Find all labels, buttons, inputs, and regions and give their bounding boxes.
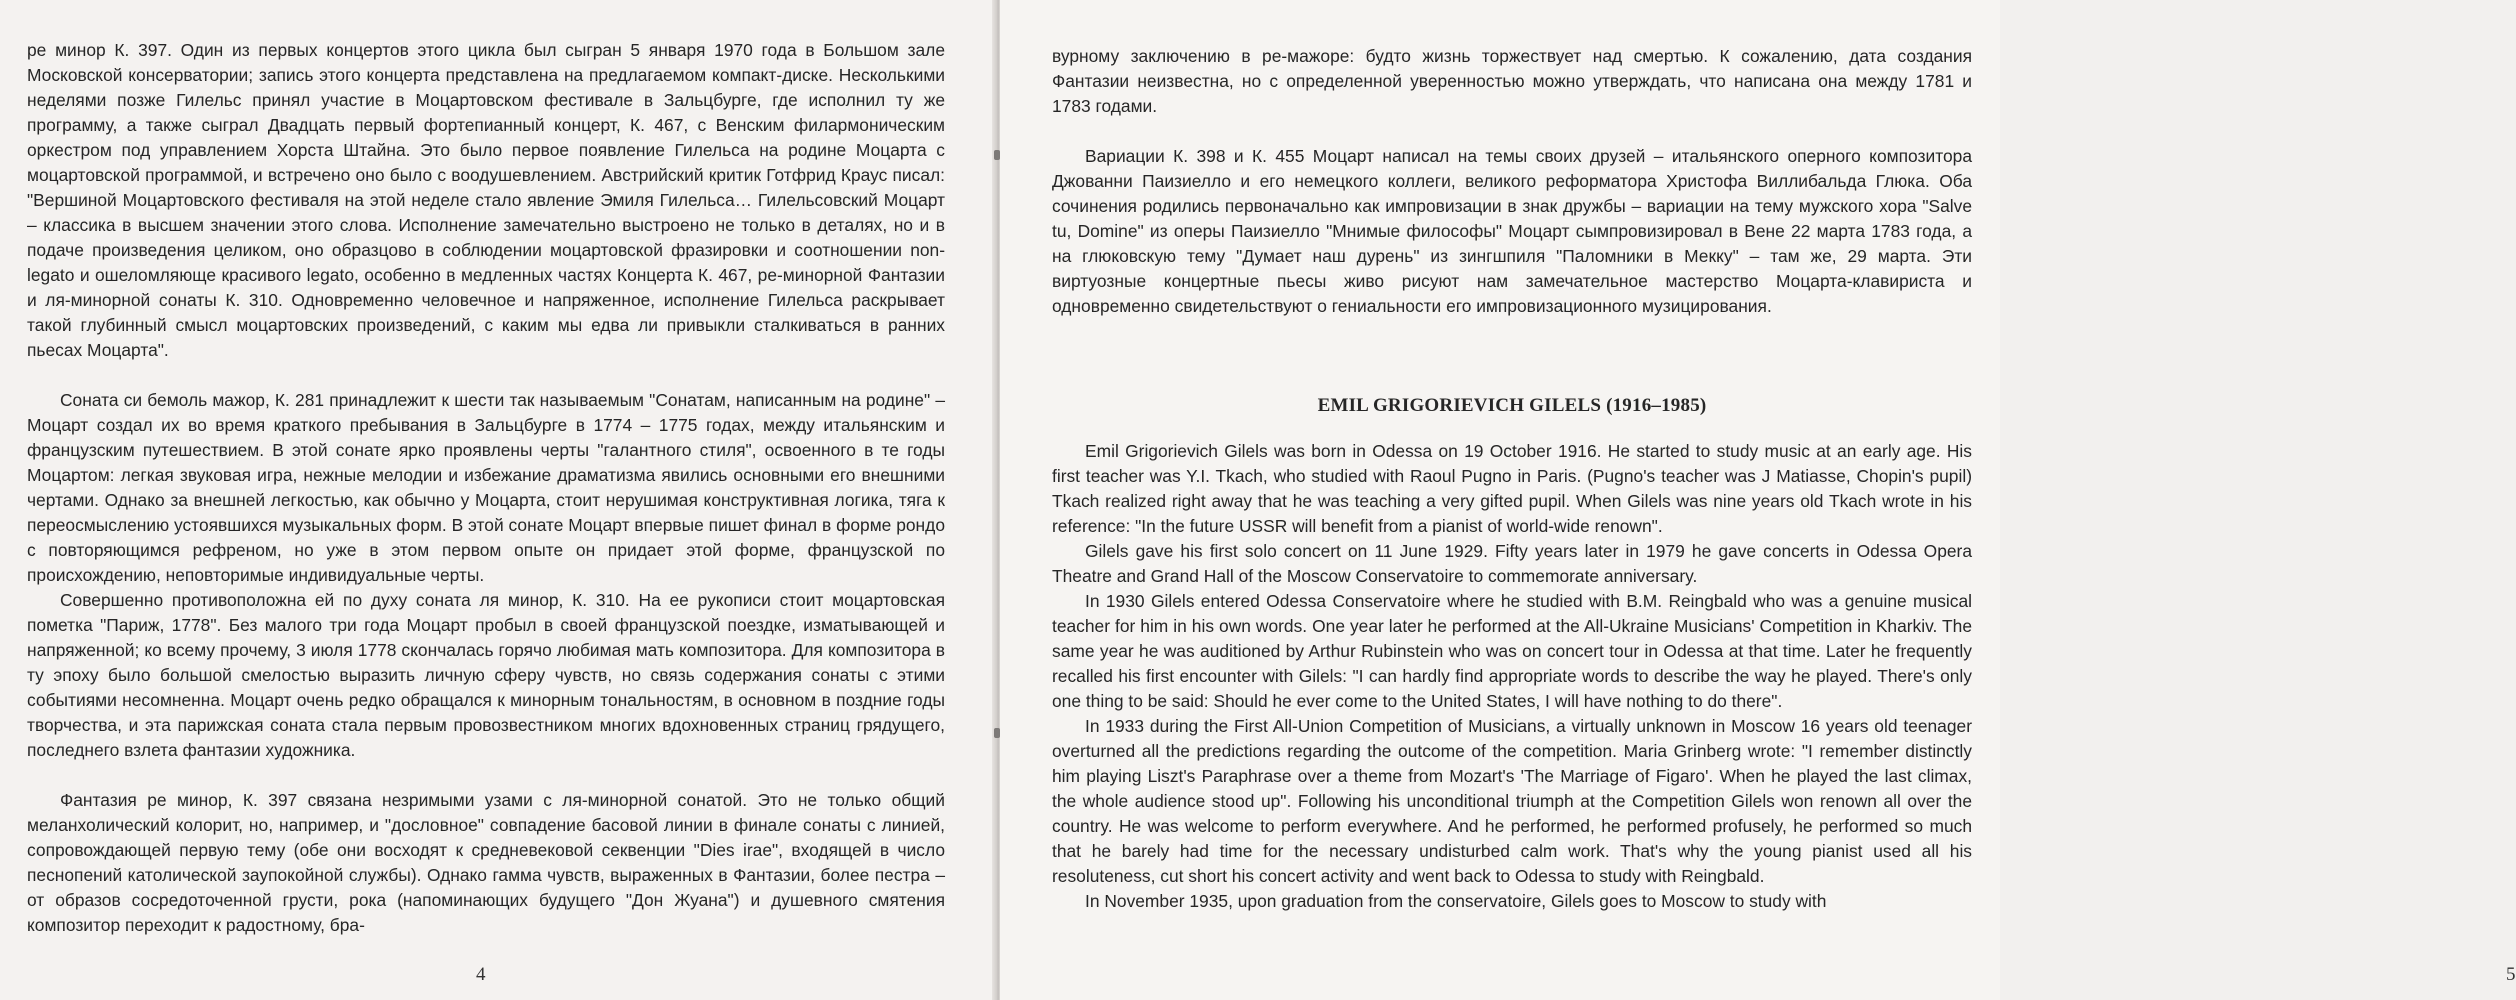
biography-heading: EMIL GRIGORIEVICH GILELS (1916–1985) [1317,395,1707,416]
right-paragraph-en-2: Gilels gave his first solo concert on 11 June 1929. Fifty years later in 1979 he gave concerts in Odessa Opera Theatre and Grand Hall of the Moscow Conservatoire to commemorate anniversary. [1052,541,1972,586]
right-paragraph-ru-1: вурному заключению в ре-мажоре: будто жизнь торжествует над смертью. К сожалению, дата создания Фантазии неизвестна, но с определенной уверенностью можно утверждать, что написана она между 1781 и 1783 годами. [1052,46,1972,116]
left-paragraph-2: Соната си бемоль мажор, К. 281 принадлежит к шести так называемым "Сонатам, написанным на родине" – Моцарт создал их во время краткого пребывания в Зальцбурге в 1774 – 1775 годах, между итальянским и французским путешествием. В этой сонате ярко проявлены черты "галантного стиля", освоенного в те годы Моцартом: легкая звуковая игра, нежные мелодии и избежание драматизма явились основными его внешними чертами. Однако за внешней легкостью, как обычно у Моцарта, стоит нерушимая конструктивная логика, тяга к переосмыслению устоявшихся музыкальных форм. В этой сонате Моцарт впервые пишет финал в форме рондо с повторяющимся рефреном, но уже в этом первом опыте он придает этой форме, французской по происхождению, неповторимые индивидуальные черты. [27,390,945,585]
left-paragraph-3: Совершенно противоположна ей по духу соната ля минор, К. 310. На ее рукописи стоит моцартовская пометка "Париж, 1778". Без малого три года Моцарт пробыл в своей французской поездке, изматывающей и напряженной; ко всему прочему, 3 июля 1778 скончалась горячо любимая мать композитора. Для композитора в ту эпоху было большой смелостью выразить личную сферу чувств, но связь содержания сонаты с этими событиями несомненна. Моцарт очень редко обращался к минорным тональностям, в основном в поздние годы творчества, и эта парижская соната стала первым провозвестником многих вдохновенных страниц грядущего, последнего взлета фантазии художника. [27,590,945,760]
page-number-right: 5 [2506,964,2516,985]
left-page [0,0,995,1000]
right-paragraph-ru-2: Вариации К. 398 и К. 455 Моцарт написал на темы своих друзей – итальянского оперного композитора Джованни Паизиелло и его немецкого коллеги, великого реформатора Христофа Виллибальда Глюка. Оба сочинения родились первоначально как импровизации в знак дружбы – вариации на тему мужского хора "Salve tu, Domine" из оперы Паизиелло "Мнимые философы" Моцарт сымпровизировал в Вене 22 марта 1783 года, а на глюковскую тему "Думает наш дурень" из зингшпиля "Паломники в Мекку" – там же, 29 марта. Эти виртуозные концертные пьесы живо рисуют нам замечательное мастерство Моцарта-клавириста и одновременно свидетельствуют о гениальности его импровизационного музицирования. [1052,146,1972,316]
right-paragraph-en-3: In 1930 Gilels entered Odessa Conservatoire where he studied with B.M. Reingbald who was a genuine musical teacher for him in his own words. One year later he performed at the All-Ukraine Musicians' Competition in Kharkiv. The same year he was auditioned by Arthur Rubinstein who was on concert tour in Odessa at that time. Later he frequently recalled his first encounter with Gilels: "I can hardly find appropriate words to describe the way he played. There's only one thing to be said: Should he ever come to the United States, I will have nothing to do there". [1052,591,1972,711]
right-page [1000,0,2516,1000]
left-paragraph-4: Фантазия ре минор, К. 397 связана незримыми узами с ля-минорной сонатой. Это не только общий меланхолический колорит, но, например, и "дословное" совпадение басовой линии в финале сонаты с линией, сопровождающей первую тему (обе они восходят к средневековой секвенции "Dies irae", входящей в число песнопений католической заупокойной службы). Однако гамма чувств, выраженных в Фантазии, более пестра – от образов сосредоточенной грусти, рока (напоминающих будущего "Дон Жуана") и душевного смятения композитор переходит к радостному, бра- [27,790,945,935]
left-paragraph-1: ре минор К. 397. Один из первых концертов этого цикла был сыгран 5 января 1970 года в Большом зале Московской консерватории; запись этого концерта представлена на предлагаемом компакт-диске. Несколькими неделями позже Гилельс принял участие в Моцартовском фестивале в Зальцбурге, где исполнил ту же программу, а также сыграл Двадцать первый фортепианный концерт, К. 467, с Венским филармоническим оркестром под управлением Хорста Штайна. Это было первое появление Гилельса на родине Моцарта с моцартовской программой, и встречено оно было с воодушевлением. Австрийский критик Готфрид Краус писал: "Вершиной Моцартовского фестиваля на этой неделе стало явление Эмиля Гилельса… Гилельсовский Моцарт – классика в высшем значении этого слова. Исполнение замечательно выстроено не только в деталях, но и в подаче произведения целиком, оно образцово в соблюдении моцартовской фразировки и соотношении non-legato и ошеломляюще красивого legato, особенно в медленных частях Концерта К. 467, ре-минорной Фантазии и ля-минорной сонаты К. 310. Одновременно человечное и напряженное, исполнение Гилельса раскрывает такой глубинный смысл моцартовских произведений, с каким мы едва ли привыкли сталкиваться в ранних пьесах Моцарта". [27,40,945,360]
right-paragraph-en-5: In November 1935, upon graduation from the conservatoire, Gilels goes to Moscow to study with [1085,891,1827,911]
right-paragraph-en-1: Emil Grigorievich Gilels was born in Odessa on 19 October 1916. He started to study music at an early age. His first teacher was Y.I. Tkach, who studied with Raoul Pugno in Paris. (Pugno's teacher was J Matiasse, Chopin's pupil) Tkach realized right away that he was teaching a very gifted pupil. When Gilels was nine years old Tkach wrote in his reference: "In the future USSR will benefit from a pianist of world-wide renown". [1052,441,1972,536]
right-paragraph-en-4: In 1933 during the First All-Union Competition of Musicians, a virtually unknown in Moscow 16 years old teenager overturned all the predictions regarding the outcome of the competition. Maria Grinberg wrote: "I remember distinctly him playing Liszt's Paraphrase over a theme from Mozart's 'The Marriage of Figaro'. When he played the last climax, the whole audience stood up". Following his unconditional triumph at the Competition Gilels won renown all over the country. He was welcome to perform everywhere. And he performed, he performed profusely, he performed so much that he barely had time for the necessary undisturbed calm work. That's why the young pianist used all his resoluteness, cut short his concert activity and went back to Odessa to study with Reingbald. [1052,716,1972,886]
page-number-left: 4 [476,964,486,985]
